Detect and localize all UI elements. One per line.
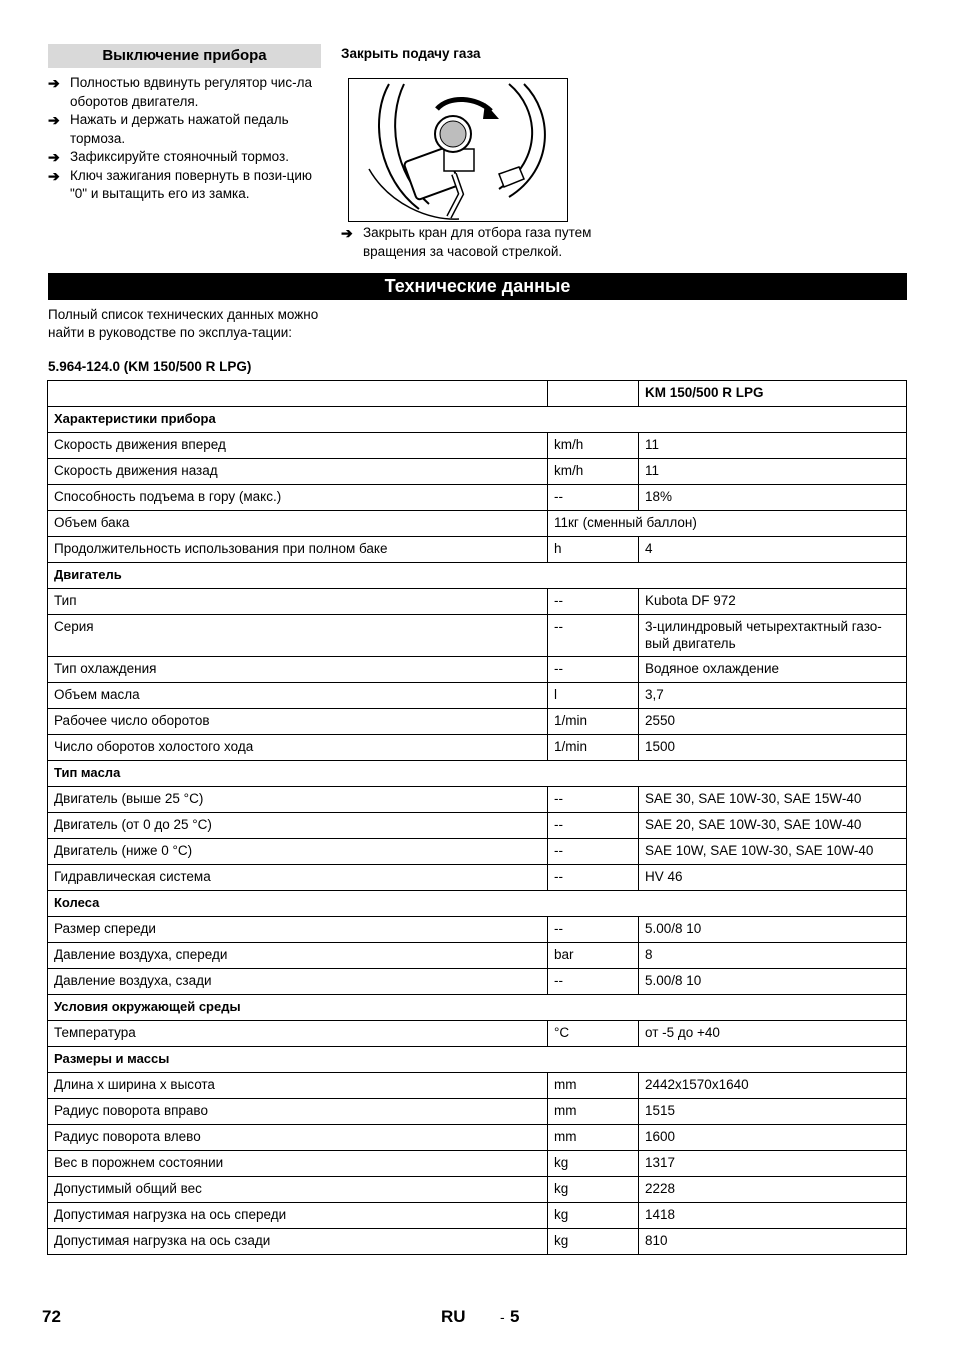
param-label: Двигатель (выше 25 °C) (48, 787, 548, 813)
param-unit: kg (548, 1177, 639, 1203)
param-unit: °C (548, 1021, 639, 1047)
param-unit: -- (548, 485, 639, 511)
tech-data-intro: Полный список технических данных можно найти в руководстве по эксплуа-тации: (48, 307, 319, 340)
language-code: RU (441, 1307, 466, 1326)
param-unit: mm (548, 1125, 639, 1151)
table-section-row (48, 891, 907, 917)
param-label: Размер спереди (48, 917, 548, 943)
gas-valve-icon (349, 79, 567, 221)
table-row (48, 589, 907, 615)
param-label: Скорость движения вперед (48, 433, 548, 459)
param-label: Двигатель (ниже 0 °C) (48, 839, 548, 865)
table-row (48, 1229, 907, 1255)
tech-data-banner: Технические данные (48, 273, 907, 300)
param-label: Температура (48, 1021, 548, 1047)
param-unit: mm (548, 1073, 639, 1099)
param-label: Допустимая нагрузка на ось сзади (48, 1229, 548, 1255)
param-label: Тип (48, 589, 548, 615)
param-label: Объем масла (48, 683, 548, 709)
section-label: Тип масла (48, 761, 907, 787)
header-empty-cell (48, 381, 548, 407)
param-unit: -- (548, 657, 639, 683)
param-label: Давление воздуха, спереди (48, 943, 548, 969)
arrow-right-icon: ➔ (48, 167, 60, 184)
param-value: HV 46 (639, 865, 907, 891)
param-value: 4 (639, 537, 907, 563)
param-value: 2442x1570x1640 (639, 1073, 907, 1099)
param-value: 11 (639, 433, 907, 459)
param-label: Радиус поворота вправо (48, 1099, 548, 1125)
param-unit: kg (548, 1151, 639, 1177)
param-label: Способность подъема в гору (макс.) (48, 485, 548, 511)
table-row (48, 787, 907, 813)
section-label: Условия окружающей среды (48, 995, 907, 1021)
table-row (48, 1151, 907, 1177)
table-section-row (48, 995, 907, 1021)
table-row (48, 1203, 907, 1229)
param-value: 1515 (639, 1099, 907, 1125)
gas-valve-illustration (348, 78, 568, 222)
footer-dash: - (500, 1309, 505, 1325)
close-gas-steps (341, 224, 631, 261)
table-row (48, 485, 907, 511)
param-value: SAE 30, SAE 10W-30, SAE 15W-40 (639, 787, 907, 813)
param-label: Допустимый общий вес (48, 1177, 548, 1203)
param-unit: -- (548, 787, 639, 813)
table-row (48, 537, 907, 563)
param-label: Серия (48, 615, 548, 657)
param-value: 1500 (639, 735, 907, 761)
table-row (48, 813, 907, 839)
param-label: Объем бака (48, 511, 548, 537)
param-value: 810 (639, 1229, 907, 1255)
table-section-row (48, 407, 907, 433)
arrow-right-icon: ➔ (48, 75, 60, 91)
section-label: Колеса (48, 891, 907, 917)
arrow-right-icon: ➔ (341, 225, 353, 241)
param-value: от -5 до +40 (639, 1021, 907, 1047)
param-unit: -- (548, 969, 639, 995)
table-row (48, 1177, 907, 1203)
table-section-row (48, 563, 907, 589)
param-value: Водяное охлаждение (639, 657, 907, 683)
table-row (48, 1125, 907, 1151)
param-value: 18% (639, 485, 907, 511)
param-value: 2550 (639, 709, 907, 735)
param-label: Гидравлическая система (48, 865, 548, 891)
table-row (48, 917, 907, 943)
param-label: Длина x ширина x высота (48, 1073, 548, 1099)
table-row (48, 657, 907, 683)
param-unit: -- (548, 917, 639, 943)
table-header-row (48, 381, 907, 407)
param-unit: -- (548, 839, 639, 865)
section-label: Характеристики прибора (48, 407, 907, 433)
param-unit: -- (548, 589, 639, 615)
param-value: SAE 20, SAE 10W-30, SAE 10W-40 (639, 813, 907, 839)
spec-table (47, 380, 907, 1255)
list-item: ➔ Нажать и держать нажатой педаль тормоза. (48, 112, 289, 146)
header-model: KM 150/500 R LPG (639, 381, 907, 407)
table-row (48, 865, 907, 891)
table-section-row (48, 761, 907, 787)
param-unit: km/h (548, 433, 639, 459)
param-value: 11 (639, 459, 907, 485)
param-unit: mm (548, 1099, 639, 1125)
table-row (48, 943, 907, 969)
param-label: Скорость движения назад (48, 459, 548, 485)
param-unit: bar (548, 943, 639, 969)
param-label: Вес в порожнем состоянии (48, 1151, 548, 1177)
table-row (48, 735, 907, 761)
param-label: Двигатель (от 0 до 25 °C) (48, 813, 548, 839)
param-value: 3,7 (639, 683, 907, 709)
list-item: ➔ Зафиксируйте стояночный тормоз. (48, 149, 289, 165)
param-value: 2228 (639, 1177, 907, 1203)
list-item: ➔ Закрыть кран для отбора газа путем вращения за часовой стрелкой. (341, 225, 592, 259)
param-value: 11кг (сменный баллон) (548, 511, 907, 537)
table-row (48, 1073, 907, 1099)
param-unit: 1/min (548, 735, 639, 761)
param-unit: h (548, 537, 639, 563)
param-label: Продолжительность использования при полном баке (48, 537, 548, 563)
param-label: Тип охлаждения (48, 657, 548, 683)
section-number: 5 (510, 1307, 520, 1326)
param-unit: l (548, 683, 639, 709)
param-value: 1418 (639, 1203, 907, 1229)
param-value: 1600 (639, 1125, 907, 1151)
table-row (48, 1099, 907, 1125)
param-unit: -- (548, 865, 639, 891)
table-row (48, 969, 907, 995)
param-label: Число оборотов холостого хода (48, 735, 548, 761)
table-row (48, 839, 907, 865)
param-unit: -- (548, 615, 639, 657)
param-label: Рабочее число оборотов (48, 709, 548, 735)
table-row (48, 459, 907, 485)
param-value: 5.00/8 10 (639, 917, 907, 943)
param-unit: kg (548, 1203, 639, 1229)
param-value: SAE 10W, SAE 10W-30, SAE 10W-40 (639, 839, 907, 865)
page-number: 72 (42, 1307, 61, 1326)
param-value: 5.00/8 10 (639, 969, 907, 995)
table-row (48, 615, 907, 657)
param-value: 8 (639, 943, 907, 969)
list-item: ➔ Полностью вдвинуть регулятор чис-ла оборотов двигателя. (48, 75, 312, 109)
param-unit: 1/min (548, 709, 639, 735)
section-title-switch-off: Выключение прибора (48, 44, 321, 68)
list-item: ➔ Ключ зажигания повернуть в пози-цию "0" и вытащить его из замка. (48, 167, 313, 201)
table-section-row (48, 1047, 907, 1073)
arrow-right-icon: ➔ (48, 149, 60, 165)
table-row (48, 433, 907, 459)
arrow-right-icon: ➔ (48, 112, 60, 128)
table-row (48, 709, 907, 735)
param-label: Допустимая нагрузка на ось спереди (48, 1203, 548, 1229)
param-value: 3-цилиндровый четырехтактный газо-вый двигатель (639, 615, 907, 657)
table-row (48, 511, 907, 537)
param-unit: km/h (548, 459, 639, 485)
param-value: Kubota DF 972 (639, 589, 907, 615)
section-label: Размеры и массы (48, 1047, 907, 1073)
param-value: 1317 (639, 1151, 907, 1177)
param-label: Давление воздуха, сзади (48, 969, 548, 995)
table-row (48, 683, 907, 709)
model-code: 5.964-124.0 (KM 150/500 R LPG) (48, 359, 252, 374)
switch-off-steps (48, 74, 323, 204)
header-empty-cell (548, 381, 639, 407)
param-unit: -- (548, 813, 639, 839)
section-title-close-gas: Закрыть подачу газа (341, 46, 481, 61)
param-unit: kg (548, 1229, 639, 1255)
section-label: Двигатель (48, 563, 907, 589)
param-label: Радиус поворота влево (48, 1125, 548, 1151)
table-row (48, 1021, 907, 1047)
